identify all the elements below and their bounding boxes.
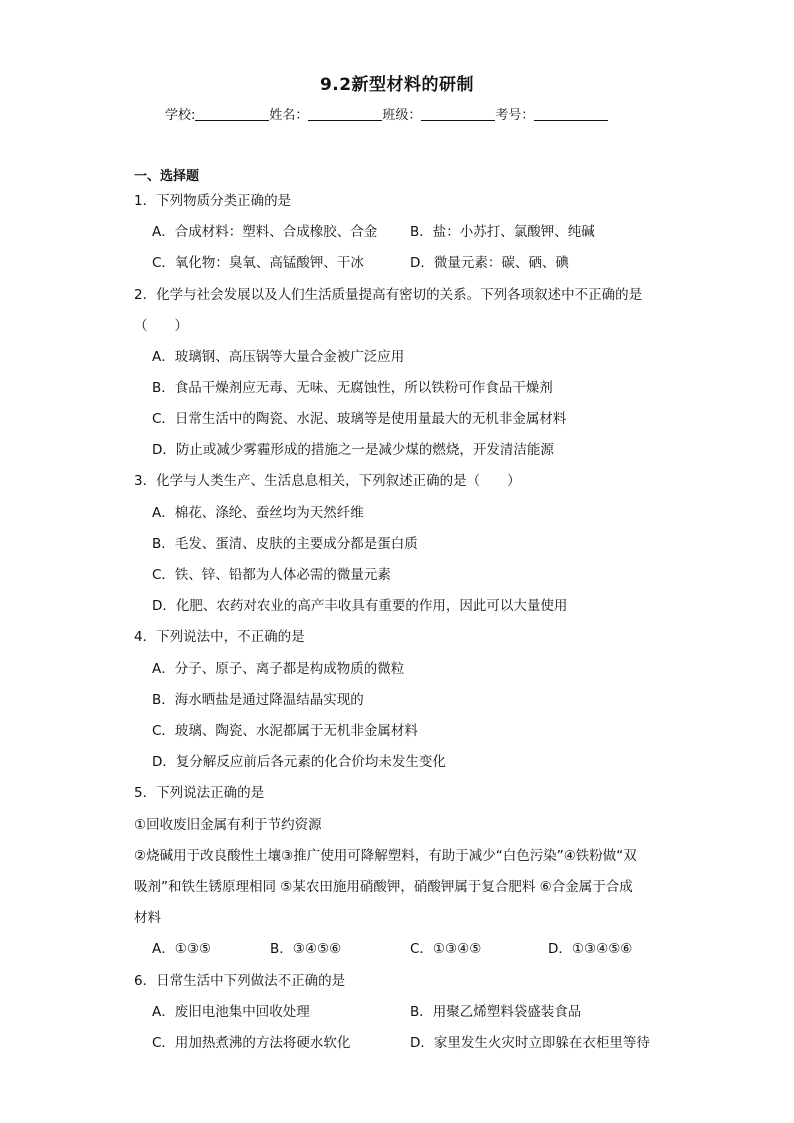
question-2-option-a: A．玻璃钢、高压锅等大量合金被广泛应用	[152, 349, 405, 365]
question-4-option-c: C．玻璃、陶瓷、水泥都属于无机非金属材料	[152, 723, 418, 739]
question-6-option-c: C．用加热煮沸的方法将硬水软化	[152, 1035, 351, 1051]
question-1-option-c: C．氧化物：臭氧、高锰酸钾、干冰	[152, 255, 364, 271]
question-6-option-a: A．废旧电池集中回收处理	[152, 1004, 310, 1020]
school-label: 学校:	[165, 108, 196, 123]
question-4-option-d: D．复分解反应前后各元素的化合价均未发生变化	[152, 754, 446, 770]
question-1-stem: 1．下列物质分类正确的是	[134, 193, 292, 209]
question-2-stem: 2．化学与社会发展以及人们生活质量提高有密切的关系。下列各项叙述中不正确的是	[134, 287, 643, 303]
exam-number-label: 考号：	[495, 108, 535, 123]
question-3-option-d: D．化肥、农药对农业的高产丰收具有重要的作用，因此可以大量使用	[152, 598, 568, 614]
student-info-line	[165, 104, 608, 123]
question-6-stem: 6．日常生活中下列做法不正确的是	[134, 973, 346, 989]
section-heading: 一、选择题	[134, 169, 200, 184]
question-2-stem-blank: （ ）	[134, 318, 188, 334]
exam-number-blank	[534, 107, 608, 121]
question-4-option-b: B．海水晒盐是通过降温结晶实现的	[152, 692, 364, 708]
question-5-statement-2: ②烧碱用于改良酸性土壤③推广使用可降解塑料，有助于减少“白色污染”④铁粉做“双	[134, 848, 637, 864]
question-5-statement-4: 材料	[134, 910, 161, 926]
class-label: 班级：	[382, 108, 422, 123]
class-blank	[421, 107, 495, 121]
name-blank	[308, 107, 382, 121]
question-5-option-a: A．①③⑤	[152, 941, 212, 957]
question-6-option-b: B．用聚乙烯塑料袋盛装食品	[410, 1004, 582, 1020]
question-3-option-b: B．毛发、蛋清、皮肤的主要成分都是蛋白质	[152, 536, 418, 552]
question-3-option-a: A．棉花、涤纶、蚕丝均为天然纤维	[152, 505, 364, 521]
question-5-stem: 5．下列说法正确的是	[134, 785, 265, 801]
question-2-option-c: C．日常生活中的陶瓷、水泥、玻璃等是使用量最大的无机非金属材料	[152, 411, 567, 427]
name-label: 姓名：	[269, 108, 309, 123]
question-5-option-b: B．③④⑤⑥	[270, 941, 342, 957]
question-6-option-d: D．家里发生火灾时立即躲在衣柜里等待	[410, 1035, 650, 1051]
question-5-option-d: D．①③④⑤⑥	[548, 941, 633, 957]
question-2-option-d: D．防止或减少雾霾形成的措施之一是减少煤的燃烧，开发清洁能源	[152, 442, 554, 458]
question-5-statement-1: ①回收废旧金属有利于节约资源	[134, 817, 322, 833]
question-5-option-c: C．①③④⑤	[410, 941, 482, 957]
question-3-stem: 3．化学与人类生产、生活息息相关，下列叙述正确的是（ ）	[134, 473, 521, 489]
page-title: 9.2新型材料的研制	[319, 75, 475, 95]
question-2-option-b: B．食品干燥剂应无毒、无味、无腐蚀性，所以铁粉可作食品干燥剂	[152, 380, 553, 396]
question-5-statement-3: 吸剂”和铁生锈原理相同 ⑤某农田施用硝酸钾，硝酸钾属于复合肥料 ⑥合金属于合成	[134, 879, 633, 895]
question-1-option-a: A．合成材料：塑料、合成橡胶、合金	[152, 224, 378, 240]
question-4-option-a: A．分子、原子、离子都是构成物质的微粒	[152, 661, 405, 677]
question-1-option-d: D．微量元素：碳、硒、碘	[410, 255, 569, 271]
school-blank	[195, 107, 269, 121]
question-1-option-b: B．盐：小苏打、氯酸钾、纯碱	[410, 224, 595, 240]
question-3-option-c: C．铁、锌、铅都为人体必需的微量元素	[152, 567, 391, 583]
question-4-stem: 4．下列说法中，不正确的是	[134, 629, 305, 645]
